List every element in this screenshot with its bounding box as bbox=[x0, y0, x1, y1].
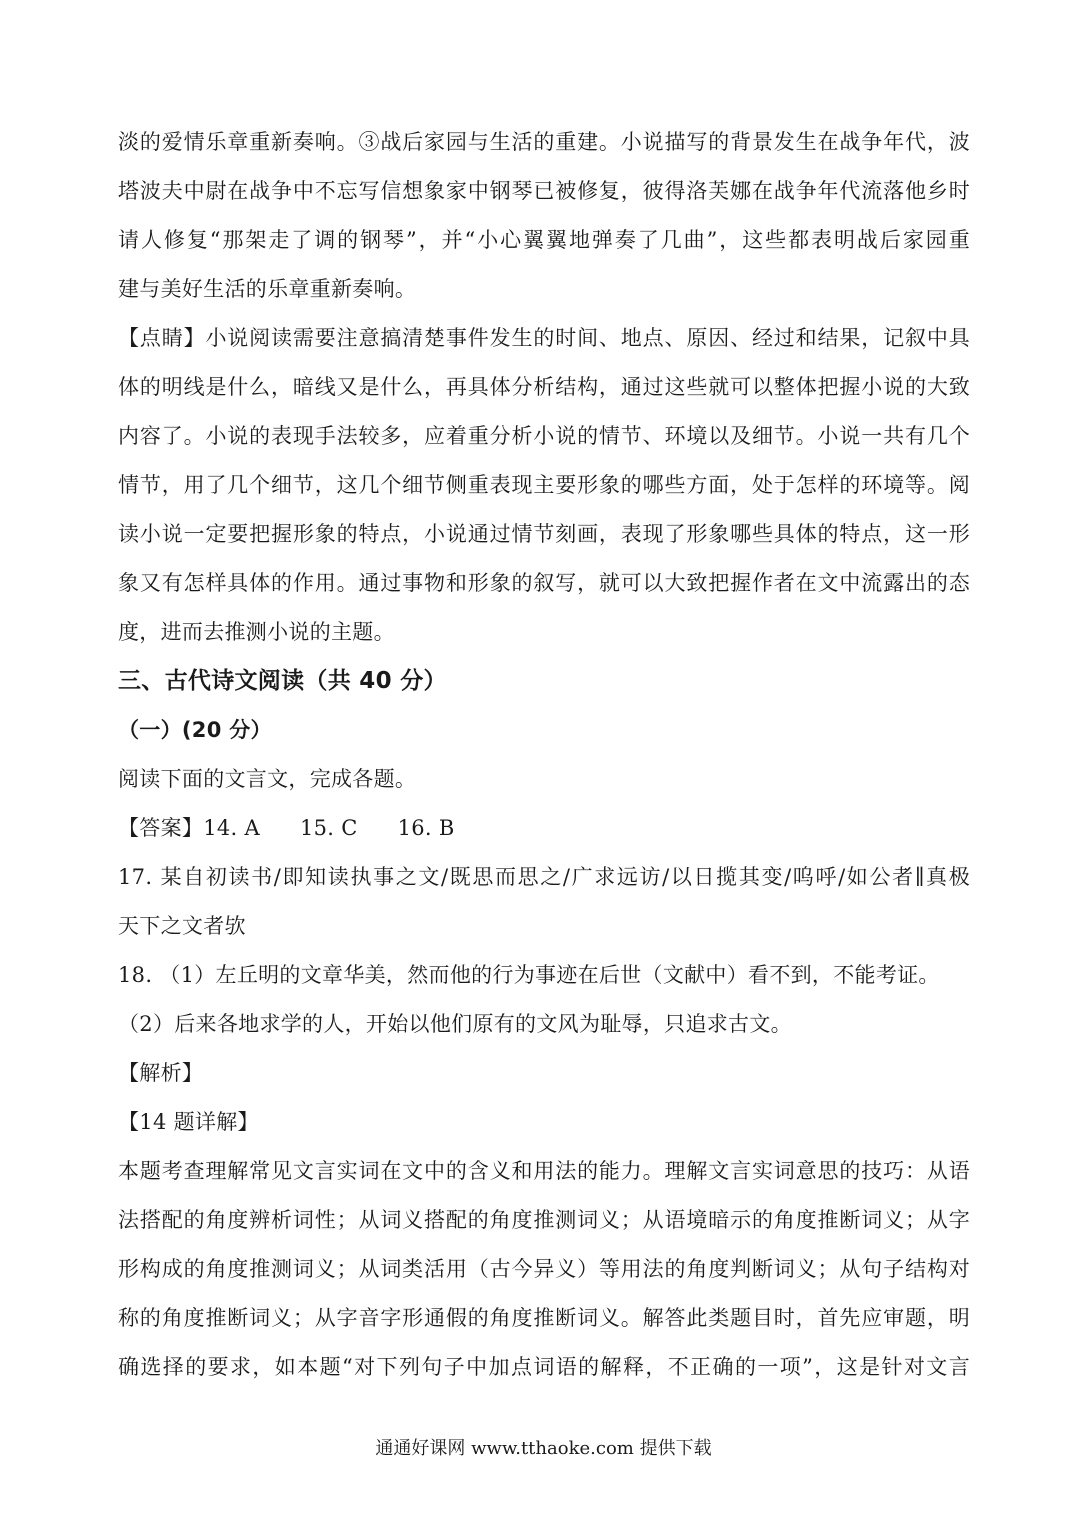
text-line: 淡的爱情乐章重新奏响。③战后家园与生活的重建。小说描写的背景发生在战争年代，波 bbox=[118, 130, 970, 154]
text-line: 17. 某自初读书/即知读执事之文/既思而思之/广求远访/以日揽其变/呜呼/如公者∥真极 bbox=[118, 865, 970, 889]
answer-15: 15. C bbox=[299, 816, 358, 840]
question-17-answer bbox=[118, 853, 970, 951]
text-line: 天下之文者欤 bbox=[118, 914, 246, 938]
sub-section-title: （一）(20 分） bbox=[118, 718, 272, 742]
paragraph-key-point bbox=[118, 314, 970, 657]
text-line: 形构成的角度推测词义；从词类活用（古今异义）等用法的角度判断词义；从句子结构对 bbox=[118, 1257, 970, 1281]
paragraph-story-analysis bbox=[118, 118, 970, 314]
text-line: 【点睛】小说阅读需要注意搞清楚事件发生的时间、地点、原因、经过和结果，记叙中具 bbox=[118, 326, 970, 350]
text-line: 象又有怎样具体的作用。通过事物和形象的叙写，就可以大致把握作者在文中流露出的态 bbox=[118, 571, 970, 595]
text-line: 塔波夫中尉在战争中不忘写信想象家中钢琴已被修复，彼得洛芙娜在战争年代流落他乡时 bbox=[118, 179, 970, 203]
text-line: 请人修复“那架走了调的钢琴”，并“小心翼翼地弹奏了几曲”，这些都表明战后家园重 bbox=[118, 228, 970, 252]
question-18-answer-2: （2）后来各地求学的人，开始以他们原有的文风为耻辱，只追求古文。 bbox=[118, 1012, 792, 1036]
analysis-label: 【解析】 bbox=[118, 1061, 204, 1085]
text-line: 本题考查理解常见文言实词在文中的含义和用法的能力。理解文言实词意思的技巧：从语 bbox=[118, 1159, 970, 1183]
text-line: 体的明线是什么，暗线又是什么，再具体分析结构，通过这些就可以整体把握小说的大致 bbox=[118, 375, 970, 399]
text-line: 度，进而去推测小说的主题。 bbox=[118, 620, 395, 644]
text-line: 情节，用了几个细节，这几个细节侧重表现主要形象的哪些方面，处于怎样的环境等。阅 bbox=[118, 473, 970, 497]
document-page bbox=[118, 118, 970, 1392]
instruction-text: 阅读下面的文言文，完成各题。 bbox=[118, 767, 417, 791]
text-line: 建与美好生活的乐章重新奏响。 bbox=[118, 277, 417, 301]
answer-16: 16. B bbox=[397, 816, 455, 840]
answer-14: 【答案】14. A bbox=[118, 816, 260, 840]
page-footer: 通通好课网 www.tthaoke.com 提供下载 bbox=[375, 1438, 712, 1459]
text-line: 确选择的要求，如本题“对下列句子中加点词语的解释，不正确的一项”，这是针对文言 bbox=[118, 1355, 970, 1379]
text-line: 内容了。小说的表现手法较多，应着重分析小说的情节、环境以及细节。小说一共有几个 bbox=[118, 424, 970, 448]
text-line: 法搭配的角度辨析词性；从词义搭配的角度推测词义；从语境暗示的角度推断词义；从字 bbox=[118, 1208, 970, 1232]
section-title: 三、古代诗文阅读（共 40 分） bbox=[118, 668, 447, 694]
question-14-detail-label: 【14 题详解】 bbox=[118, 1110, 259, 1134]
paragraph-question-14-explanation bbox=[118, 1147, 970, 1392]
question-18-answer-1: 18. （1）左丘明的文章华美，然而他的行为事迹在后世（文献中）看不到，不能考证。 bbox=[118, 963, 940, 987]
text-line: 称的角度推断词义；从字音字形通假的角度推断词义。解答此类题目时，首先应审题，明 bbox=[118, 1306, 970, 1330]
answer-line bbox=[118, 804, 970, 853]
text-line: 读小说一定要把握形象的特点，小说通过情节刻画，表现了形象哪些具体的特点，这一形 bbox=[118, 522, 970, 546]
